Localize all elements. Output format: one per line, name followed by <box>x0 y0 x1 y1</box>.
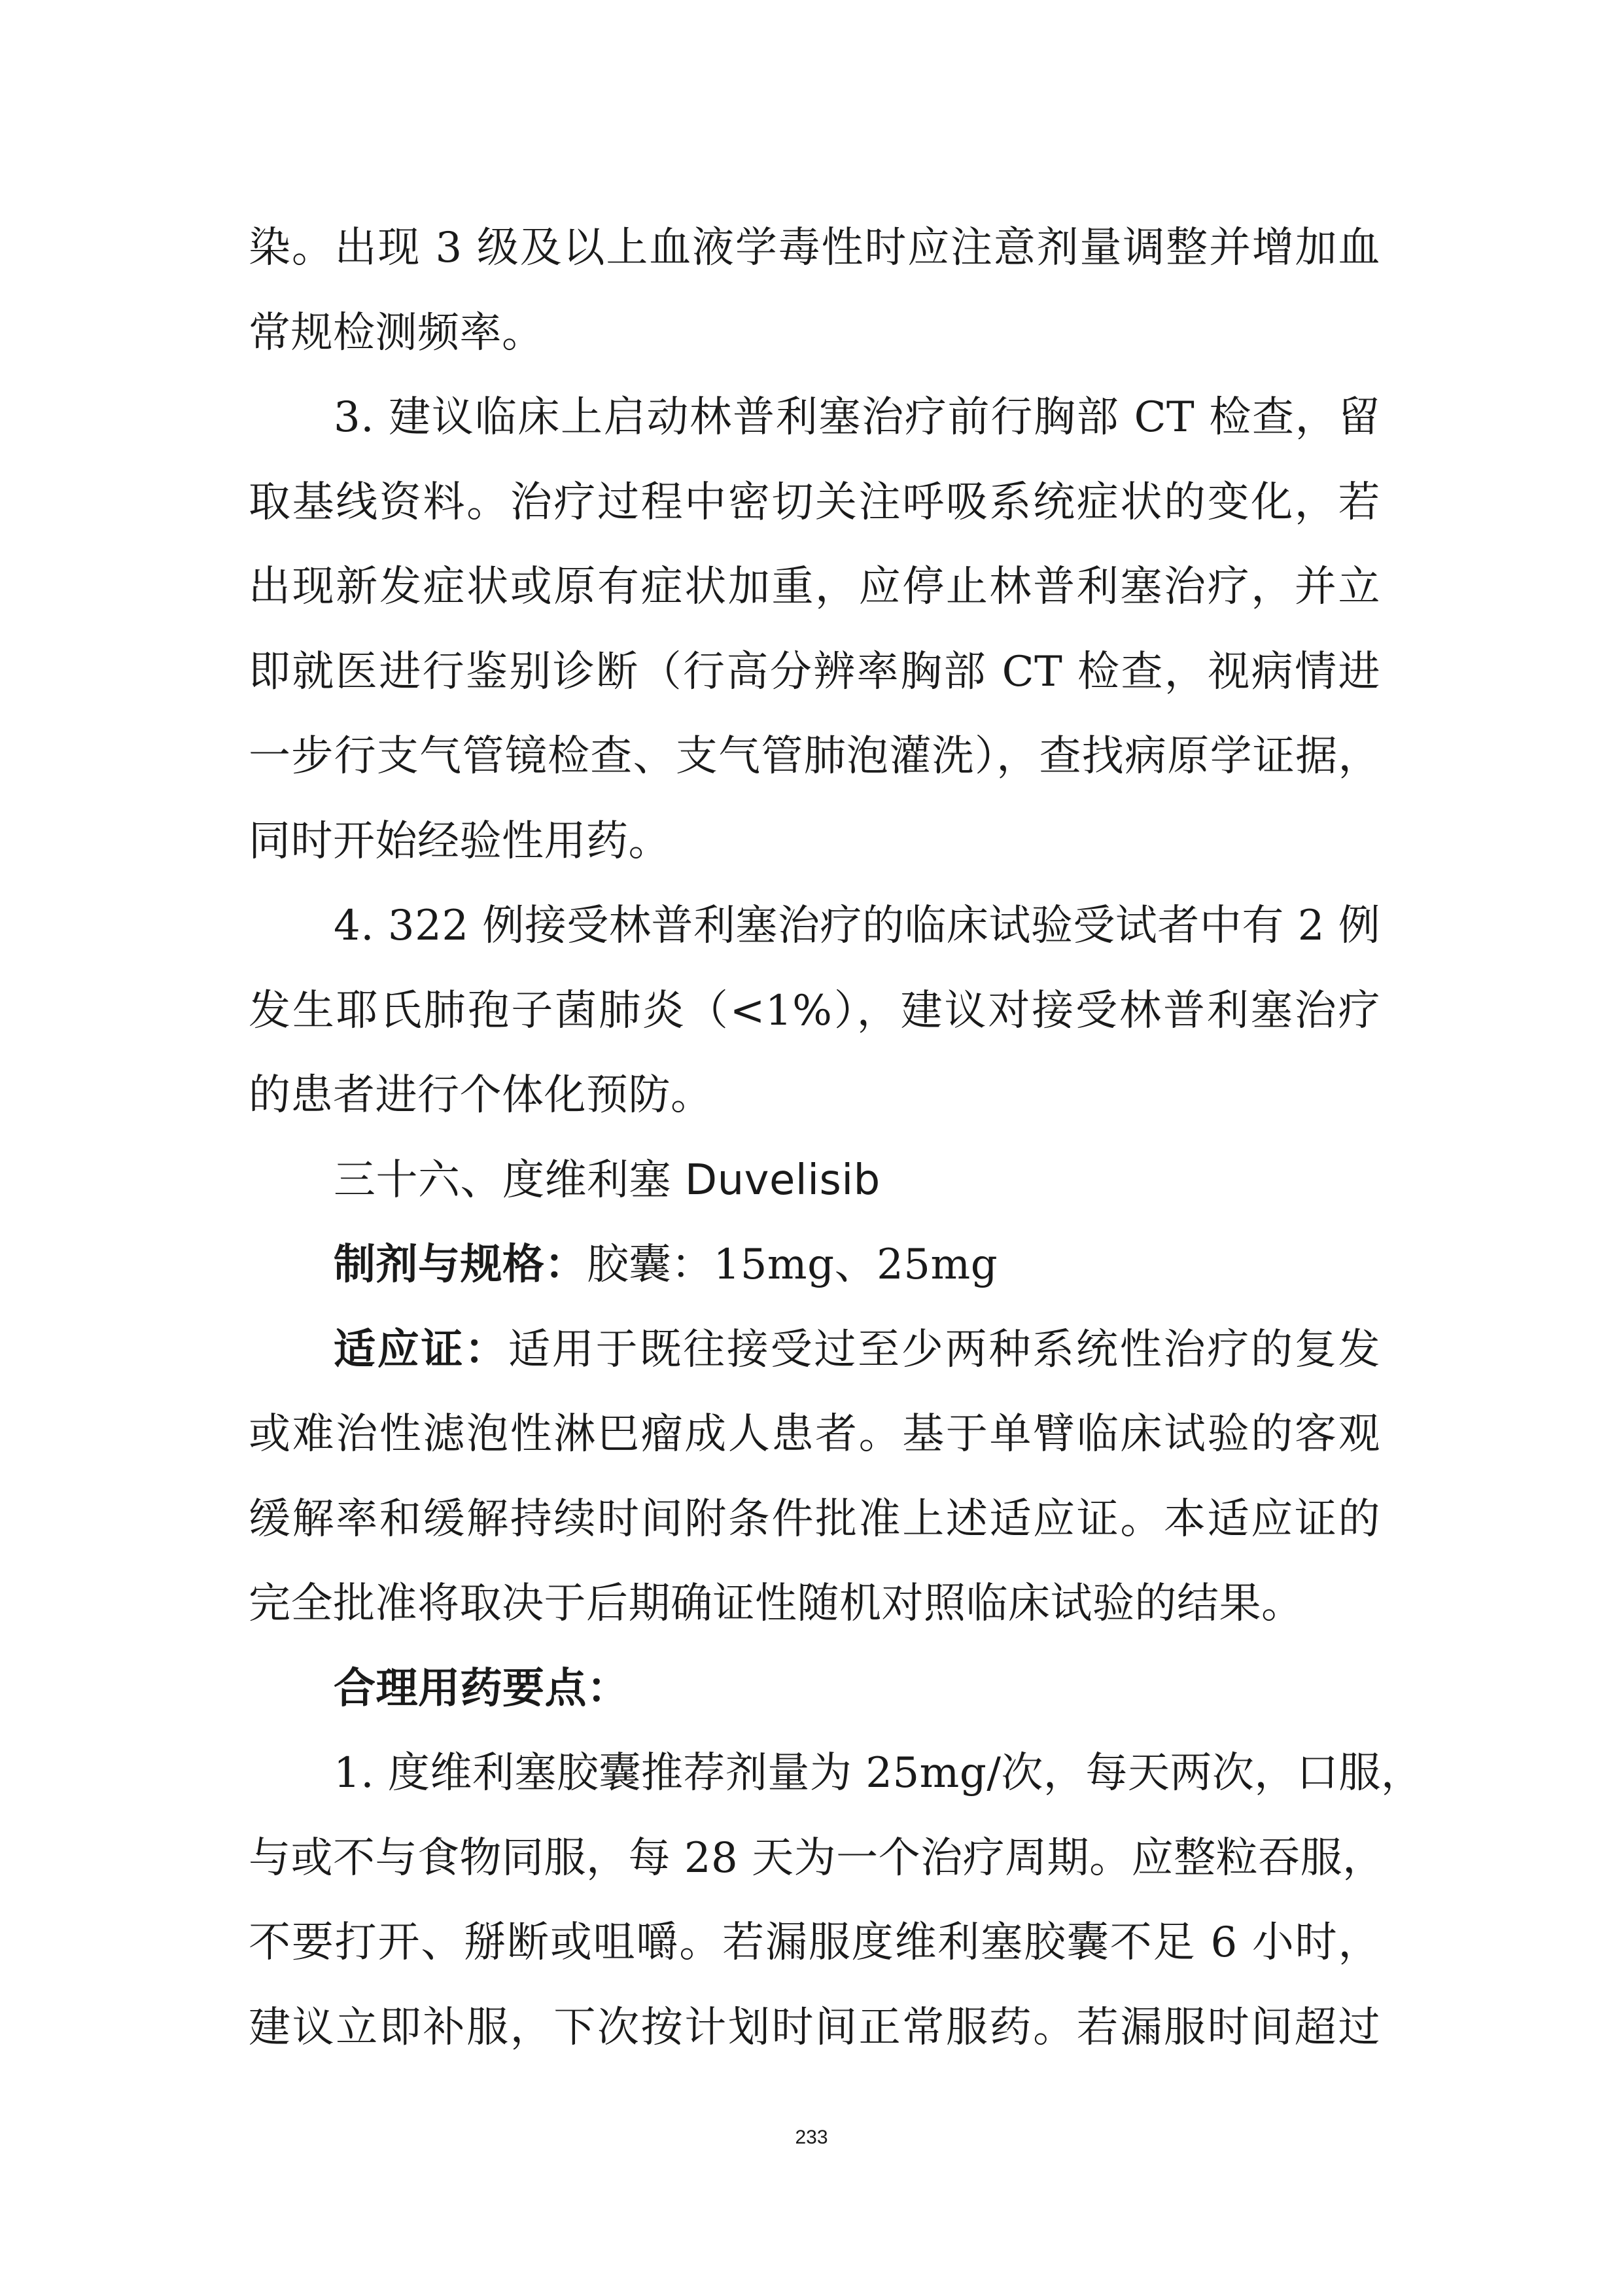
indication-value: 适用于既往接受过至少两种系统性治疗的复发 <box>508 1325 1381 1374</box>
indication-label: 适应证： <box>334 1325 509 1374</box>
text-line: 与或不与食物同服，每 28 天为一个治疗周期。应整粒吞服， <box>249 1833 1385 1882</box>
formulation-line <box>249 1223 1380 1308</box>
text-line: 取基线资料。治疗过程中密切关注呼吸系统症状的变化，若 <box>249 478 1380 527</box>
text-line: 常规检测频率。 <box>249 308 544 357</box>
subsection-heading: 合理用药要点： <box>334 1664 629 1713</box>
text-line: 完全批准将取决于后期确证性随机对照临床试验的结果。 <box>249 1580 1304 1628</box>
text-line: 1. 度维利塞胶囊推荐剂量为 25mg/次，每天两次，口服， <box>334 1749 1423 1797</box>
text-line: 同时开始经验性用药。 <box>249 817 671 866</box>
text-line: 建议立即补服，下次按计划时间正常服药。若漏服时间超过 <box>249 2003 1380 2052</box>
formulation-label: 制剂与规格： <box>334 1241 587 1289</box>
text-line: 一步行支气管镜检查、支气管肺泡灌洗），查找病原学证据， <box>249 732 1380 781</box>
text-line: 发生耶氏肺孢子菌肺炎（<1%），建议对接受林普利塞治疗 <box>249 986 1380 1035</box>
text-line: 3. 建议临床上启动林普利塞治疗前行胸部 CT 检查，留 <box>334 393 1380 442</box>
text-line: 或难治性滤泡性淋巴瘤成人患者。基于单臂临床试验的客观 <box>249 1410 1380 1458</box>
indication-line <box>249 1308 1380 1393</box>
page-number: 233 <box>795 2127 828 2148</box>
text-line: 即就医进行鉴别诊断（行高分辨率胸部 CT 检查，视病情进 <box>249 647 1380 696</box>
text-line: 不要打开、掰断或咀嚼。若漏服度维利塞胶囊不足 6 小时， <box>249 1918 1380 1967</box>
text-line: 的患者进行个体化预防。 <box>249 1071 713 1120</box>
section-heading: 三十六、度维利塞 Duvelisib <box>334 1156 881 1205</box>
formulation-value: 胶囊：15mg、25mg <box>587 1241 998 1289</box>
text-line: 出现新发症状或原有症状加重，应停止林普利塞治疗，并立 <box>249 563 1380 611</box>
text-line: 缓解率和缓解持续时间附条件批准上述适应证。本适应证的 <box>249 1494 1380 1544</box>
document-body <box>249 206 1423 2070</box>
text-line: 染。出现 3 级及以上血液学毒性时应注意剂量调整并增加血 <box>249 224 1380 272</box>
text-line: 4. 322 例接受林普利塞治疗的临床试验受试者中有 2 例 <box>334 902 1381 950</box>
